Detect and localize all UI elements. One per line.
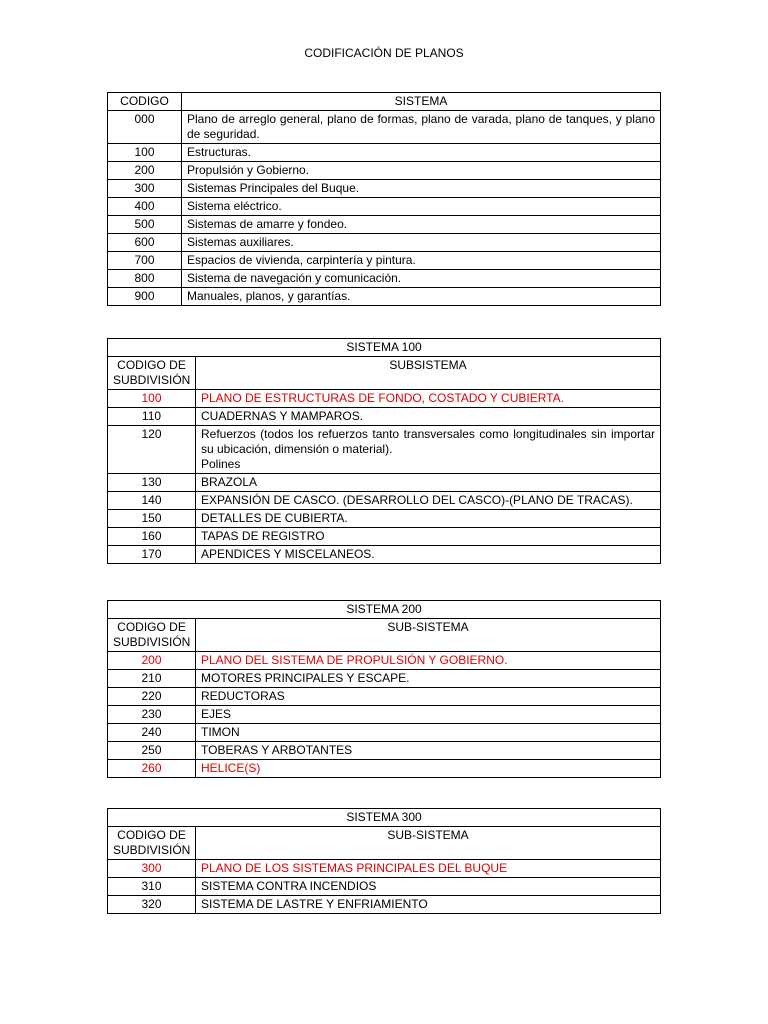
table-row [108,878,661,896]
code-cell: 310 [108,878,196,896]
table-row [108,144,661,162]
table-row [108,528,661,546]
code-cell: 140 [108,492,196,510]
description-cell: Sistemas de amarre y fondeo. [182,216,661,234]
table-row [108,742,661,760]
code-cell: 170 [108,546,196,564]
code-cell: 300 [108,180,182,198]
sistema-300-table [107,808,661,914]
table-row [108,234,661,252]
table-row [108,474,661,492]
code-cell: 200 [108,652,196,670]
header-sistema: SISTEMA [182,93,661,111]
header-codigo-subdivision: CODIGO DE SUBDIVISIÓN [108,619,196,652]
code-cell: 110 [108,408,196,426]
table-row [108,180,661,198]
table-header-row [108,619,661,652]
code-cell: 120 [108,426,196,474]
description-cell: EXPANSIÓN DE CASCO. (DESARROLLO DEL CASCO)-(PLANO DE TRACAS). [196,492,661,510]
code-cell: 400 [108,198,182,216]
table-row [108,896,661,914]
table-row [108,688,661,706]
description-cell: TAPAS DE REGISTRO [196,528,661,546]
code-cell: 200 [108,162,182,180]
description-cell: REDUCTORAS [196,688,661,706]
description-cell: Sistema eléctrico. [182,198,661,216]
main-systems-table [107,92,661,306]
table-row [108,426,661,474]
description-cell: EJES [196,706,661,724]
description-cell: BRAZOLA [196,474,661,492]
code-cell: 230 [108,706,196,724]
description-cell: MOTORES PRINCIPALES Y ESCAPE. [196,670,661,688]
code-cell: 600 [108,234,182,252]
code-cell: 300 [108,860,196,878]
description-cell: Sistemas auxiliares. [182,234,661,252]
code-cell: 700 [108,252,182,270]
code-cell: 130 [108,474,196,492]
code-cell: 800 [108,270,182,288]
table-title: SISTEMA 200 [108,601,661,619]
header-codigo: CODIGO [108,93,182,111]
header-subsistema: SUB-SISTEMA [196,619,661,652]
description-cell: SISTEMA CONTRA INCENDIOS [196,878,661,896]
table-row [108,760,661,778]
code-cell: 240 [108,724,196,742]
header-subsistema: SUBSISTEMA [196,357,661,390]
table-row [108,546,661,564]
table-title: SISTEMA 300 [108,809,661,827]
description-cell: TIMON [196,724,661,742]
table-row [108,216,661,234]
description-cell: TOBERAS Y ARBOTANTES [196,742,661,760]
description-cell: Estructuras. [182,144,661,162]
description-cell: Propulsión y Gobierno. [182,162,661,180]
table-row [108,111,661,144]
description-cell: SISTEMA DE LASTRE Y ENFRIAMIENTO [196,896,661,914]
sistema-200-table [107,600,661,778]
table-row [108,510,661,528]
table-row [108,492,661,510]
table-header-row [108,93,661,111]
table-row [108,706,661,724]
description-cell: PLANO DE LOS SISTEMAS PRINCIPALES DEL BUQUE [196,860,661,878]
description-cell: Sistema de navegación y comunicación. [182,270,661,288]
code-cell: 000 [108,111,182,144]
description-cell: PLANO DEL SISTEMA DE PROPULSIÓN Y GOBIERNO. [196,652,661,670]
table-title-row [108,601,661,619]
table-row [108,198,661,216]
description-cell: CUADERNAS Y MAMPAROS. [196,408,661,426]
table-row [108,670,661,688]
description-cell: HELICE(S) [196,760,661,778]
table-title: SISTEMA 100 [108,339,661,357]
code-cell: 220 [108,688,196,706]
table-row [108,408,661,426]
description-cell: Plano de arreglo general, plano de formas, plano de varada, plano de tanques, y plano de seguridad. [182,111,661,144]
code-cell: 100 [108,390,196,408]
description-cell: APENDICES Y MISCELANEOS. [196,546,661,564]
description-cell: DETALLES DE CUBIERTA. [196,510,661,528]
description-cell: PLANO DE ESTRUCTURAS DE FONDO, COSTADO Y CUBIERTA. [196,390,661,408]
code-cell: 160 [108,528,196,546]
header-subsistema: SUB-SISTEMA [196,827,661,860]
table-title-row [108,339,661,357]
description-cell: Sistemas Principales del Buque. [182,180,661,198]
table-row [108,390,661,408]
table-row [108,162,661,180]
table-title-row [108,809,661,827]
description-cell: Espacios de vivienda, carpintería y pintura. [182,252,661,270]
code-cell: 900 [108,288,182,306]
table-row [108,288,661,306]
code-cell: 320 [108,896,196,914]
table-header-row [108,827,661,860]
description-extra: Polines [201,457,241,471]
document-title: CODIFICACIÓN DE PLANOS [304,46,464,60]
table-row [108,252,661,270]
code-cell: 250 [108,742,196,760]
code-cell: 500 [108,216,182,234]
header-codigo-subdivision: CODIGO DE SUBDIVISIÓN [108,827,196,860]
description-cell: Manuales, planos, y garantías. [182,288,661,306]
code-cell: 210 [108,670,196,688]
sistema-100-table [107,338,661,564]
table-header-row [108,357,661,390]
header-codigo-subdivision: CODIGO DE SUBDIVISIÓN [108,357,196,390]
description-cell [196,426,661,474]
table-row [108,860,661,878]
description-text: Refuerzos (todos los refuerzos tanto transversales como longitudinales sin importar su ubicación, dimensión o material). [201,427,655,456]
code-cell: 100 [108,144,182,162]
table-row [108,652,661,670]
code-cell: 260 [108,760,196,778]
table-row [108,724,661,742]
table-row [108,270,661,288]
code-cell: 150 [108,510,196,528]
